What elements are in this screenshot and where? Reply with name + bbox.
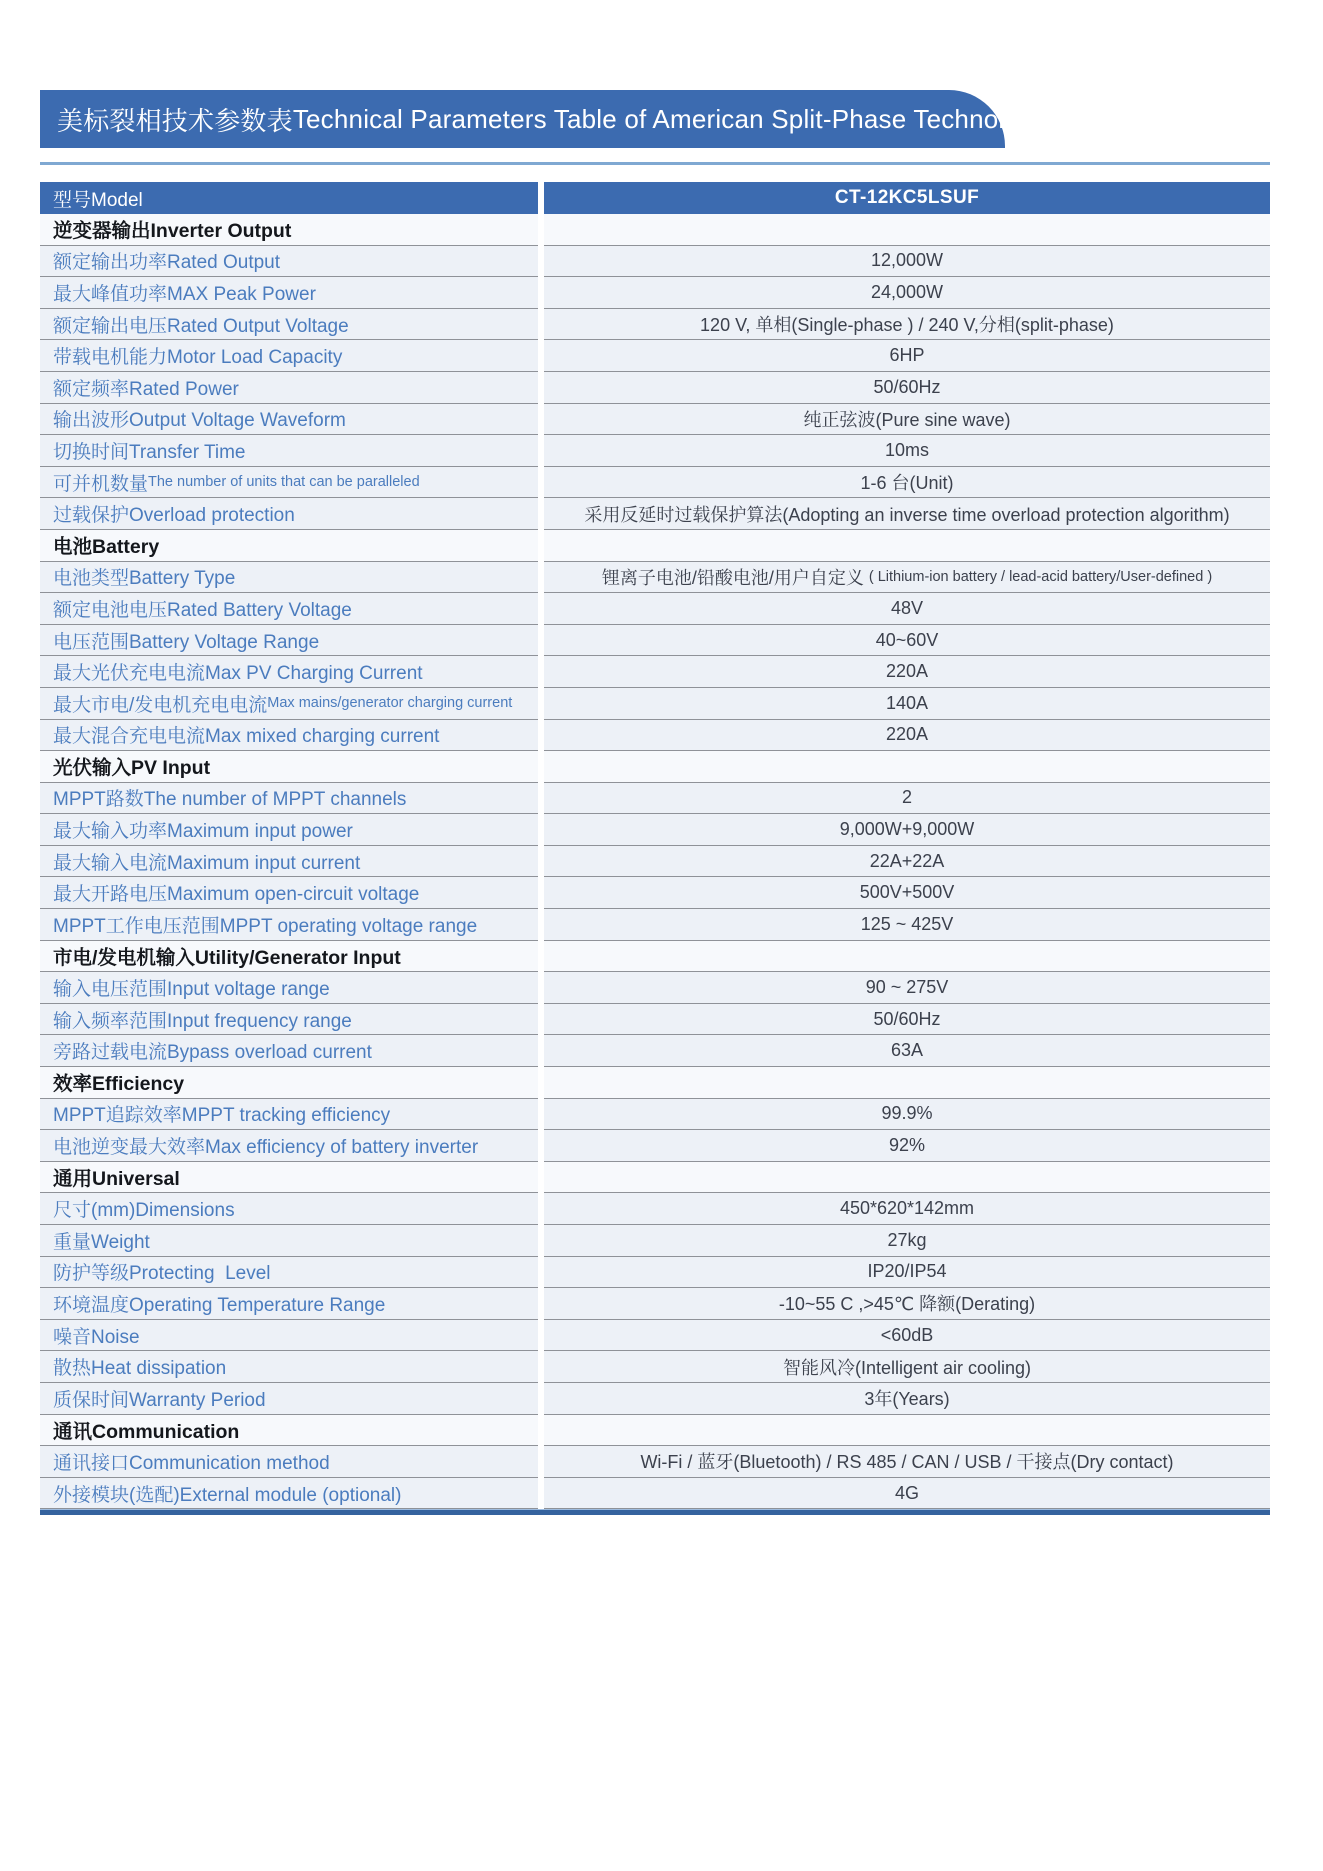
section-title: 逆变器输出Inverter Output [40, 214, 538, 246]
section-title: 光伏输入PV Input [40, 751, 538, 783]
param-label: 外接模块(选配)External module (optional) [40, 1478, 538, 1510]
page-title-zh: 美标裂相技术参数表 [57, 105, 293, 136]
param-label: 最大混合充电电流Max mixed charging current [40, 720, 538, 752]
param-value: 22A+22A [544, 846, 1270, 878]
param-value: IP20/IP54 [544, 1257, 1270, 1289]
page-title-en: Technical Parameters Table of American Split-Phase Technology [292, 103, 1047, 134]
param-value: 6HP [544, 340, 1270, 372]
table-row [40, 909, 1270, 941]
model-header-label: 型号Model [40, 182, 538, 214]
table-row [40, 1320, 1270, 1352]
param-value: Wi-Fi / 蓝牙(Bluetooth) / RS 485 / CAN / USB / 干接点(Dry contact) [544, 1446, 1270, 1478]
param-label: 噪音Noise [40, 1320, 538, 1352]
table-row [40, 783, 1270, 815]
param-label: 额定输出功率Rated Output [40, 246, 538, 278]
param-label: 可并机数量 The number of units that can be paralleled [40, 467, 538, 499]
param-label: 最大开路电压Maximum open-circuit voltage [40, 877, 538, 909]
param-value: <60dB [544, 1320, 1270, 1352]
param-label: 电池类型Battery Type [40, 562, 538, 594]
param-label-small: The number of units that can be paralleled [148, 474, 420, 491]
table-row [40, 1446, 1270, 1478]
table-row [40, 1225, 1270, 1257]
table-row [40, 1035, 1270, 1067]
param-value: 450*620*142mm [544, 1193, 1270, 1225]
param-label: 最大输入功率Maximum input power [40, 814, 538, 846]
table-row [40, 972, 1270, 1004]
section-title: 效率Efficiency [40, 1067, 538, 1099]
section-title: 电池Battery [40, 530, 538, 562]
param-label: 切换时间Transfer Time [40, 435, 538, 467]
table-row [40, 688, 1270, 720]
param-value [544, 1162, 1270, 1194]
title-divider-rule [40, 162, 1270, 165]
parameters-table [40, 182, 1270, 1515]
param-label: 电压范围Battery Voltage Range [40, 625, 538, 657]
param-value [544, 1067, 1270, 1099]
section-row [40, 214, 1270, 246]
param-label: 质保时间Warranty Period [40, 1383, 538, 1415]
param-label: 重量Weight [40, 1225, 538, 1257]
param-value: 采用反延时过载保护算法(Adopting an inverse time overload protection algorithm) [544, 498, 1270, 530]
table-row [40, 404, 1270, 436]
param-value: 90 ~ 275V [544, 972, 1270, 1004]
param-value: 50/60Hz [544, 1004, 1270, 1036]
table-row [40, 1193, 1270, 1225]
param-value: 63A [544, 1035, 1270, 1067]
param-value: 50/60Hz [544, 372, 1270, 404]
param-label: 输入电压范围Input voltage range [40, 972, 538, 1004]
table-row [40, 309, 1270, 341]
param-label: 最大输入电流Maximum input current [40, 846, 538, 878]
param-value: 120 V, 单相(Single-phase ) / 240 V,分相(split-phase) [544, 309, 1270, 341]
param-value [544, 751, 1270, 783]
param-value [544, 214, 1270, 246]
param-value [544, 941, 1270, 973]
section-title: 通用Universal [40, 1162, 538, 1194]
param-value [544, 1415, 1270, 1447]
param-value: 2 [544, 783, 1270, 815]
table-header-row [40, 182, 1270, 214]
section-row [40, 1067, 1270, 1099]
model-header-value: CT-12KC5LSUF [544, 182, 1270, 214]
param-label: 额定电池电压Rated Battery Voltage [40, 593, 538, 625]
page-title-banner [40, 90, 1047, 148]
param-value: 锂离子电池/铅酸电池/用户自定义 ( Lithium-ion battery / lead-acid battery/User-defined ) [544, 562, 1270, 594]
table-row [40, 1478, 1270, 1510]
param-label: 过载保护Overload protection [40, 498, 538, 530]
section-row [40, 530, 1270, 562]
param-value: 48V [544, 593, 1270, 625]
table-row [40, 625, 1270, 657]
table-row [40, 656, 1270, 688]
table-body [40, 214, 1270, 1509]
param-label: 尺寸(mm)Dimensions [40, 1193, 538, 1225]
param-label: 电池逆变最大效率Max efficiency of battery inverter [40, 1130, 538, 1162]
param-label: MPPT追踪效率MPPT tracking efficiency [40, 1099, 538, 1131]
table-row [40, 277, 1270, 309]
param-label: 散热Heat dissipation [40, 1351, 538, 1383]
param-value: 3年(Years) [544, 1383, 1270, 1415]
table-row [40, 593, 1270, 625]
param-value: 40~60V [544, 625, 1270, 657]
table-row [40, 498, 1270, 530]
param-value: 92% [544, 1130, 1270, 1162]
param-label: 输出波形Output Voltage Waveform [40, 404, 538, 436]
param-label: 防护等级Protecting Level [40, 1257, 538, 1289]
table-row [40, 1351, 1270, 1383]
table-row [40, 246, 1270, 278]
param-label-small: Max mains/generator charging current [267, 695, 513, 712]
param-label: 环境温度Operating Temperature Range [40, 1288, 538, 1320]
param-label: 最大光伏充电电流Max PV Charging Current [40, 656, 538, 688]
section-row [40, 941, 1270, 973]
param-value: 10ms [544, 435, 1270, 467]
param-label: 旁路过载电流Bypass overload current [40, 1035, 538, 1067]
param-value: 125 ~ 425V [544, 909, 1270, 941]
param-value: 140A [544, 688, 1270, 720]
section-title: 通讯Communication [40, 1415, 538, 1447]
section-row [40, 1415, 1270, 1447]
table-row [40, 1383, 1270, 1415]
table-row [40, 562, 1270, 594]
param-label: 额定输出电压Rated Output Voltage [40, 309, 538, 341]
table-row [40, 814, 1270, 846]
param-value: 99.9% [544, 1099, 1270, 1131]
param-value-small: ( Lithium-ion battery / lead-acid battery/User-defined ) [868, 568, 1213, 585]
table-row [40, 372, 1270, 404]
table-row [40, 846, 1270, 878]
param-value: -10~55 C ,>45℃ 降额(Derating) [544, 1288, 1270, 1320]
param-value [544, 530, 1270, 562]
param-value: 1-6 台(Unit) [544, 467, 1270, 499]
param-label: 输入频率范围Input frequency range [40, 1004, 538, 1036]
section-title: 市电/发电机输入Utility/Generator Input [40, 941, 538, 973]
param-label: 最大峰值功率MAX Peak Power [40, 277, 538, 309]
table-row [40, 1257, 1270, 1289]
param-label: 通讯接口Communication method [40, 1446, 538, 1478]
param-value: 12,000W [544, 246, 1270, 278]
param-value: 智能风冷(Intelligent air cooling) [544, 1351, 1270, 1383]
param-label: 最大市电/发电机充电电流 Max mains/generator charging current [40, 688, 538, 720]
table-bottom-border [40, 1509, 1270, 1515]
param-label: 额定频率Rated Power [40, 372, 538, 404]
param-label: MPPT路数The number of MPPT channels [40, 783, 538, 815]
table-row [40, 877, 1270, 909]
param-label: MPPT工作电压范围MPPT operating voltage range [40, 909, 538, 941]
table-row [40, 1004, 1270, 1036]
param-value: 220A [544, 720, 1270, 752]
param-value: 27kg [544, 1225, 1270, 1257]
table-row [40, 1130, 1270, 1162]
param-value: 纯正弦波(Pure sine wave) [544, 404, 1270, 436]
param-value: 220A [544, 656, 1270, 688]
section-row [40, 1162, 1270, 1194]
param-value: 24,000W [544, 277, 1270, 309]
section-row [40, 751, 1270, 783]
table-row [40, 720, 1270, 752]
table-row [40, 1099, 1270, 1131]
table-row [40, 1288, 1270, 1320]
param-value: 9,000W+9,000W [544, 814, 1270, 846]
table-row [40, 467, 1270, 499]
param-value: 4G [544, 1478, 1270, 1510]
param-label: 带载电机能力Motor Load Capacity [40, 340, 538, 372]
table-row [40, 340, 1270, 372]
param-value: 500V+500V [544, 877, 1270, 909]
table-row [40, 435, 1270, 467]
